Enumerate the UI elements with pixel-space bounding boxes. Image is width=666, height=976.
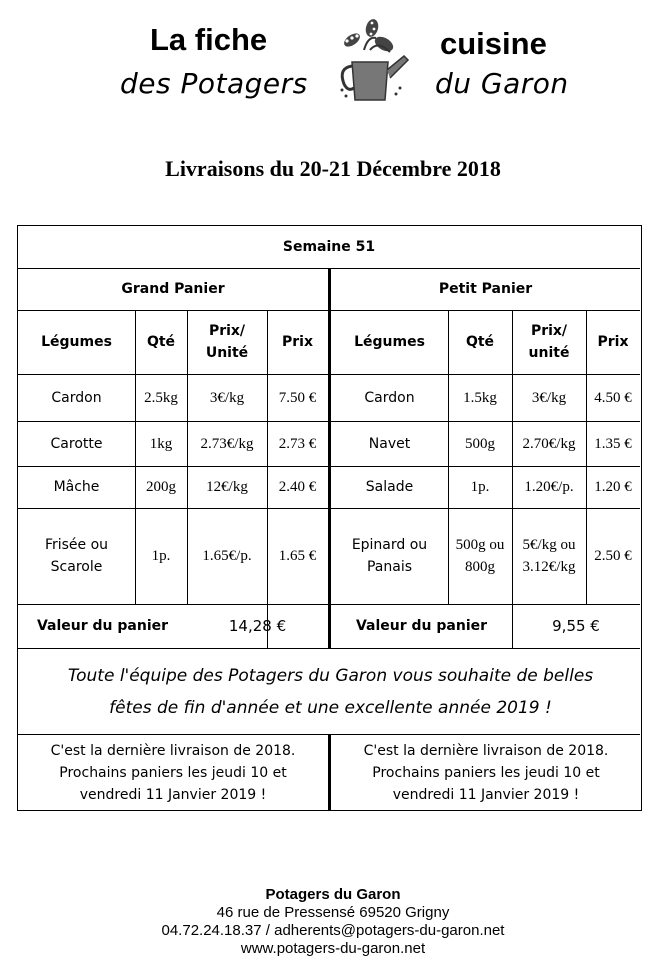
footer-address: 46 rue de Pressensé 69520 Grigny [216, 904, 450, 921]
watering-can-vegetables-logo [330, 14, 410, 106]
grand-row-3-prix: 2.40 € [278, 479, 317, 495]
petit-row-4-legume: Epinard ou Panais [351, 537, 428, 575]
grand-total-value: 14,28 € [228, 617, 287, 635]
grand-row-3-legume: Mâche [53, 479, 100, 495]
footer-website[interactable]: www.potagers-du-garon.net [240, 940, 426, 957]
grand-row-2-prix: 2.73 € [278, 435, 317, 452]
grand-header-prix: Prix [282, 334, 313, 350]
grand-row-4-prix: 1.65 € [278, 548, 317, 564]
note-right-line2: Prochains paniers les jeudi 10 et [372, 765, 600, 781]
grand-row-4-legume: Frisée ou Scarole [44, 537, 109, 575]
petit-header-prix: Prix [597, 334, 629, 350]
petit-row-3-qte: 1p. [470, 479, 490, 495]
petit-row-1-prix: 4.50 € [594, 389, 632, 406]
week-label: Semaine 51 [282, 239, 376, 255]
menu-table [17, 225, 642, 811]
petit-row-1-qte: 1.5kg [463, 389, 497, 406]
petit-header-prix-unite: Prix/ unité [528, 323, 570, 361]
petit-row-4-unit: 5€/kg ou 3.12€/kg [522, 537, 576, 575]
grand-header-prix-unite: Prix/ Unité [205, 323, 249, 361]
grand-row-1-unit: 3€/kg [209, 389, 245, 406]
petit-header-qte: Qté [465, 334, 495, 350]
grand-header-legumes: Légumes [41, 334, 112, 350]
grand-row-2-qte: 1kg [149, 435, 173, 452]
page-title: Livraisons du 20-21 Décembre 2018 [165, 156, 501, 181]
note-right-line1: C'est la dernière livraison de 2018. [363, 743, 609, 759]
petit-row-4-prix: 2.50 € [594, 548, 632, 564]
note-left [18, 736, 328, 810]
petit-row-2-qte: 500g [465, 435, 495, 452]
petit-row-3-legume: Salade [365, 479, 414, 495]
footer-contact[interactable]: 04.72.24.18.37 / adherents@potagers-du-garon.net [161, 922, 505, 939]
header-la-fiche: La fiche [150, 22, 268, 57]
petit-row-3-unit: 1.20€/p. [524, 479, 574, 495]
holiday-message-line2: fêtes de fin d'année et une excellente année 2019 ! [109, 698, 552, 718]
petit-panier-label: Petit Panier [438, 281, 533, 297]
petit-total-label: Valeur du panier [355, 618, 488, 634]
petit-row-2-unit: 2.70€/kg [522, 435, 576, 452]
grand-panier-label: Grand Panier [121, 281, 225, 297]
petit-row-4-qte: 500g ou 800g [455, 537, 505, 575]
holiday-message-line1: Toute l'équipe des Potagers du Garon vous souhaite de belles [67, 666, 594, 686]
grand-row-3-unit: 12€/kg [206, 479, 248, 495]
note-right [331, 736, 641, 810]
footer [0, 886, 666, 958]
header-du-garon: du Garon [435, 67, 569, 100]
grand-row-3-qte: 200g [146, 479, 176, 495]
header-cuisine: cuisine [440, 26, 547, 61]
grand-row-4-qte: 1p. [151, 548, 171, 564]
petit-row-1-unit: 3€/kg [531, 389, 567, 406]
note-left-line3: vendredi 11 Janvier 2019 ! [79, 787, 267, 803]
petit-row-2-legume: Navet [368, 435, 411, 452]
grand-row-1-prix: 7.50 € [278, 389, 317, 406]
grand-row-2-unit: 2.73€/kg [200, 435, 254, 452]
petit-header-legumes: Légumes [354, 334, 425, 350]
petit-total-value: 9,55 € [552, 617, 600, 635]
petit-row-2-prix: 1.35 € [594, 435, 632, 452]
grand-row-1-legume: Cardon [51, 389, 102, 406]
grand-total-label: Valeur du panier [36, 618, 169, 634]
note-left-line1: C'est la dernière livraison de 2018. [50, 743, 296, 759]
grand-row-2-legume: Carotte [50, 435, 103, 452]
note-right-line3: vendredi 11 Janvier 2019 ! [392, 787, 580, 803]
note-left-line2: Prochains paniers les jeudi 10 et [59, 765, 287, 781]
petit-row-3-prix: 1.20 € [594, 479, 632, 495]
header-des-potagers: des Potagers [120, 67, 308, 100]
holiday-message [18, 651, 643, 733]
grand-row-1-qte: 2.5kg [144, 389, 178, 406]
petit-row-1-legume: Cardon [364, 389, 415, 406]
footer-name: Potagers du Garon [265, 886, 401, 903]
grand-row-4-unit: 1.65€/p. [202, 548, 252, 564]
grand-header-qte: Qté [146, 334, 176, 350]
